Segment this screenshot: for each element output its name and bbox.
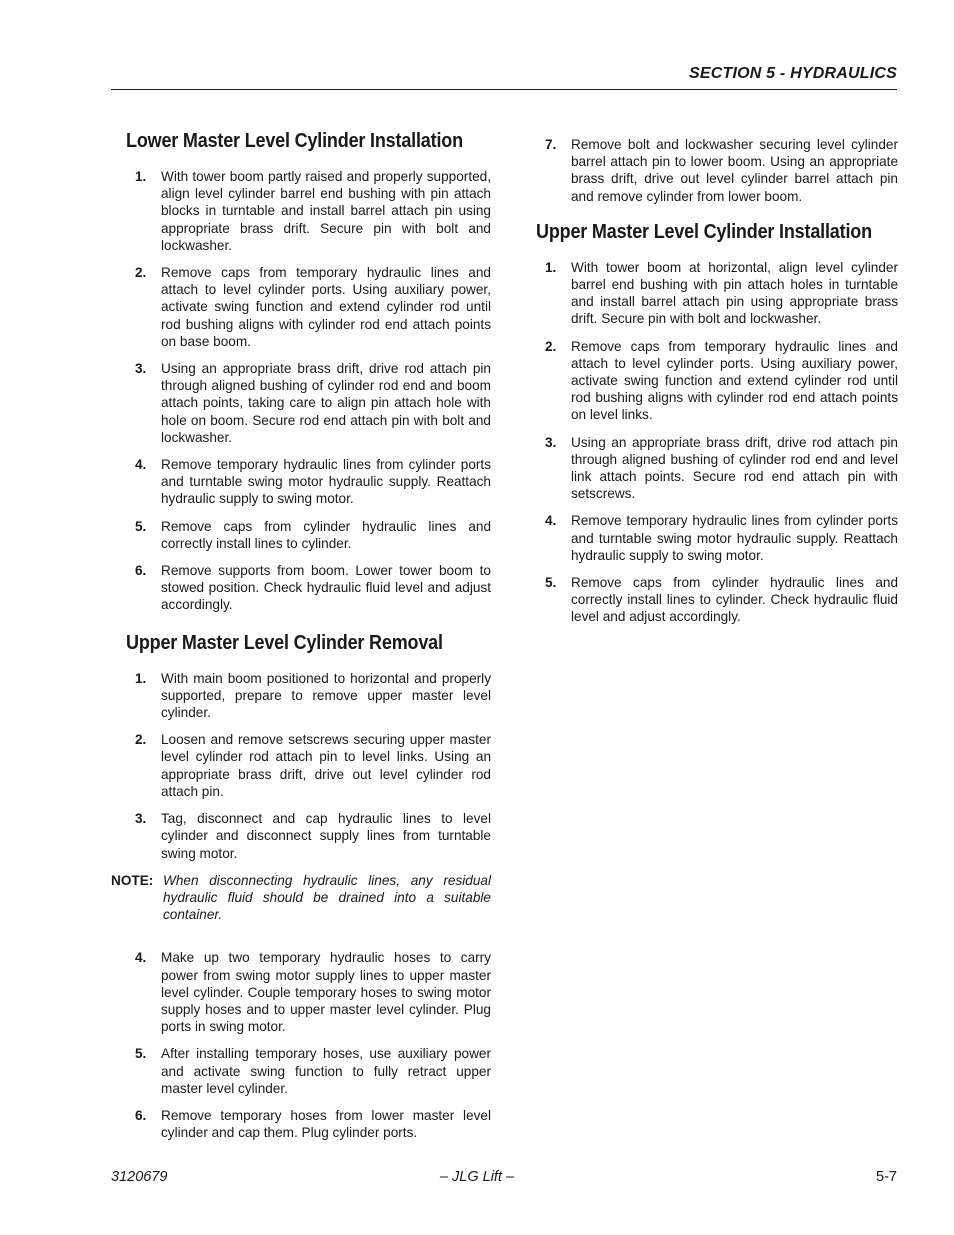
list-item	[521, 136, 898, 205]
step-text: Remove caps from cylinder hydraulic lines and correctly install lines to cylinder. Check hydraulic fluid level and adjust accordingly.	[571, 575, 898, 625]
step-text: Loosen and remove setscrews securing upper master level cylinder rod attach pin to level links. Using an appropriate brass drift, drive out level cylinder rod attach pin.	[161, 732, 491, 799]
list-item	[521, 259, 898, 328]
list-item	[111, 731, 491, 800]
list-item	[111, 562, 491, 614]
list-item	[521, 434, 898, 503]
step-number: 3.	[135, 361, 147, 377]
list-item	[111, 810, 491, 862]
step-number: 1.	[545, 259, 557, 275]
header-divider	[111, 89, 897, 90]
note-callout	[111, 872, 491, 924]
step-text: With tower boom at horizontal, align level cylinder barrel end bushing with pin attach holes in turntable and install barrel attach pin using appropriate brass drift. Secure pin with bolt and lockwasher.	[571, 259, 898, 327]
step-text: Remove temporary hydraulic lines from cylinder ports and turntable swing motor hydraulic supply. Reattach hydraulic supply to swing motor.	[571, 513, 898, 563]
document-number: 3120679	[111, 1169, 168, 1185]
step-text: Remove temporary hoses from lower master level cylinder and cap them. Plug cylinder ports.	[161, 1107, 491, 1141]
step-list	[521, 259, 898, 626]
step-list	[111, 670, 491, 862]
step-number: 3.	[135, 811, 147, 827]
step-number: 2.	[135, 265, 147, 281]
section-upper-master-removal	[111, 632, 491, 1142]
step-text: Remove supports from boom. Lower tower boom to stowed position. Check hydraulic fluid level and adjust accordingly.	[161, 563, 491, 613]
step-number: 2.	[135, 732, 147, 748]
step-text: Remove temporary hydraulic lines from cylinder ports and turntable swing motor hydraulic supply. Reattach hydraulic supply to swing motor.	[161, 457, 491, 507]
step-list-continued	[521, 136, 898, 205]
section-upper-master-installation	[521, 221, 898, 626]
step-text: After installing temporary hoses, use auxiliary power and activate swing function to fully retract upper master level cylinder.	[161, 1046, 491, 1096]
step-number: 4.	[135, 457, 147, 473]
step-text: Remove bolt and lockwasher securing level cylinder barrel attach pin to lower boom. Using an appropriate brass drift, drive out level cylinder barrel attach pin and remove cylinder from lower boom.	[571, 137, 898, 204]
step-number: 5.	[135, 1046, 147, 1062]
list-item	[111, 456, 491, 508]
list-item	[111, 360, 491, 446]
note-label: NOTE:	[111, 872, 154, 888]
step-text: Tag, disconnect and cap hydraulic lines to level cylinder and disconnect supply lines from turntable swing motor.	[161, 811, 491, 861]
step-number: 4.	[135, 950, 147, 966]
step-number: 6.	[135, 1107, 147, 1123]
step-text: Remove caps from temporary hydraulic lines and attach to level cylinder ports. Using auxiliary power, activate swing function and extend cylinder rod until rod bushing aligns with cylinder rod end attach points on base boom.	[161, 265, 491, 349]
list-item	[521, 338, 898, 424]
right-column	[521, 136, 898, 644]
footer-brand: – JLG Lift –	[439, 1169, 515, 1185]
step-number: 1.	[135, 169, 147, 184]
section-lower-master-installation	[111, 130, 491, 614]
step-number: 4.	[545, 513, 557, 529]
section-heading: Lower Master Level Cylinder Installation	[126, 130, 463, 152]
list-item	[521, 574, 898, 626]
list-item	[111, 670, 491, 722]
list-item	[111, 518, 491, 552]
step-number: 1.	[135, 670, 147, 686]
step-text: Remove caps from temporary hydraulic lines and attach to level cylinder ports. Using auxiliary power, activate swing function and extend cylinder rod until rod bushing aligns with cylinder rod end attach points on level links.	[571, 338, 898, 423]
step-text: Remove caps from cylinder hydraulic lines and correctly install lines to cylinder.	[161, 518, 491, 551]
list-item	[111, 1045, 491, 1097]
section-title: SECTION 5 - HYDRAULICS	[689, 65, 897, 82]
list-item	[521, 512, 898, 564]
step-text: Using an appropriate brass drift, drive rod attach pin through aligned bushing of cylinder rod end and level link attach points. Secure rod end attach pin with setscrews.	[571, 434, 898, 502]
list-item	[111, 949, 491, 1035]
list-item	[111, 168, 491, 254]
step-number: 5.	[135, 518, 147, 534]
step-number: 6.	[135, 563, 147, 579]
step-number: 5.	[545, 575, 557, 591]
note-text: When disconnecting hydraulic lines, any residual hydraulic fluid should be drained into a suitable container.	[163, 872, 491, 923]
section-heading: Upper Master Level Cylinder Removal	[126, 631, 443, 654]
step-number: 7.	[545, 137, 557, 152]
left-column	[111, 130, 491, 1159]
page-number: 5-7	[876, 1169, 897, 1185]
step-text: With tower boom partly raised and properly supported, align level cylinder barrel end bushing with pin attach blocks in turntable and install barrel attach pin using appropriate brass drift. Secure pin with bolt and lockwasher.	[161, 169, 491, 253]
section-heading: Upper Master Level Cylinder Installation	[536, 220, 872, 243]
step-text: Make up two temporary hydraulic hoses to carry power from swing motor supply lines to upper master level cylinder. Couple temporary hoses to swing motor supply hoses and to upper master level cylinder. Plug ports in swing motor.	[161, 950, 491, 1035]
list-item	[111, 1107, 491, 1141]
step-text: Using an appropriate brass drift, drive rod attach pin through aligned bushing of cylinder rod end and boom attach points, taking care to align pin attach hole with hole on boom. Secure rod end attach pin with bolt and lockwasher.	[161, 361, 491, 445]
step-number: 2.	[545, 338, 557, 354]
step-number: 3.	[545, 434, 557, 450]
step-list	[111, 168, 491, 614]
list-item	[111, 264, 491, 350]
step-list	[111, 949, 491, 1141]
step-text: With main boom positioned to horizontal and properly supported, prepare to remove upper master level cylinder.	[161, 670, 491, 721]
